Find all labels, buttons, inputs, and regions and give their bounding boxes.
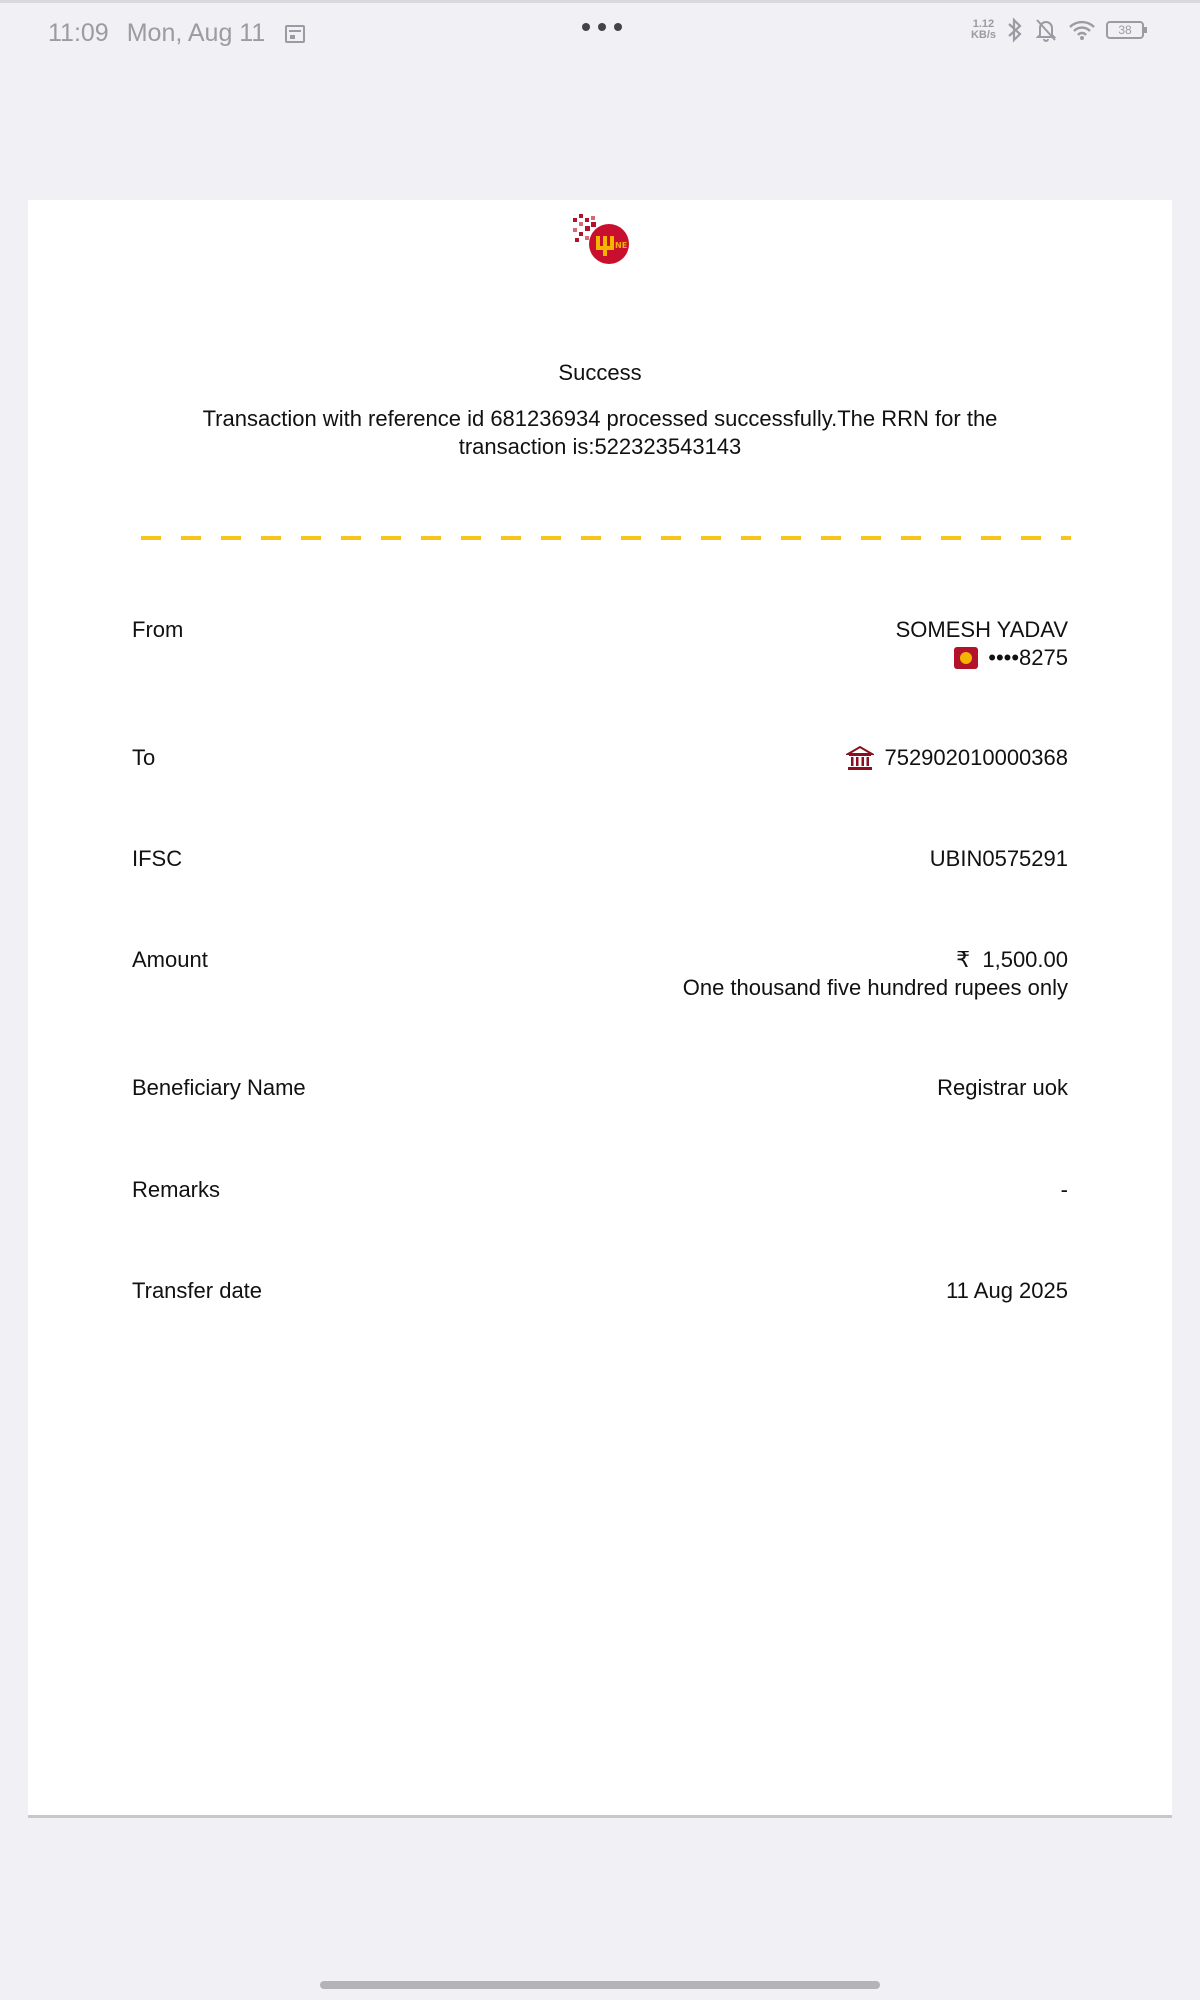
- battery-level: 38: [1118, 23, 1132, 37]
- row-transfer-date: [132, 1277, 1068, 1305]
- calendar-icon: [285, 25, 305, 43]
- from-name: SOMESH YADAV: [895, 617, 1068, 642]
- row-to: [132, 744, 1068, 772]
- row-ifsc: [132, 845, 1068, 873]
- from-account-number: ••••8275: [988, 645, 1068, 670]
- status-left: [48, 19, 305, 48]
- status-time: 11:09: [48, 19, 109, 47]
- row-from: [132, 616, 1068, 672]
- home-indicator[interactable]: [320, 1981, 880, 1989]
- from-value: [896, 616, 1068, 672]
- notifications-off-icon: [1034, 17, 1058, 43]
- status-bar: [0, 0, 1200, 60]
- to-label: To: [132, 745, 156, 770]
- receipt-card: [28, 200, 1172, 1818]
- dashed-divider: [141, 536, 1071, 540]
- bluetooth-icon: [1006, 17, 1024, 43]
- transaction-message: Transaction with reference id 681236934 processed successfully.The RRN for the transaction is:522323543143: [202, 406, 998, 459]
- net-speed-value: 1.12: [972, 18, 995, 30]
- amount-number: ₹ 1,500.00: [956, 947, 1068, 972]
- remarks-label: Remarks: [132, 1177, 221, 1202]
- remarks-value: -: [1060, 1177, 1068, 1202]
- ifsc-value: UBIN0575291: [929, 846, 1068, 871]
- amount-label: Amount: [132, 947, 208, 972]
- to-value: [846, 744, 1068, 772]
- from-label: From: [132, 617, 184, 642]
- from-account: [896, 644, 1068, 672]
- more-options-icon[interactable]: [582, 23, 622, 31]
- pnb-one-logo: [571, 212, 631, 268]
- bank-building-icon: [846, 744, 874, 772]
- wifi-icon: [1068, 18, 1096, 42]
- net-speed: [971, 19, 996, 41]
- status-date: Mon, Aug 11: [126, 19, 266, 47]
- ifsc-label: IFSC: [132, 846, 183, 871]
- bank-logo-icon: [954, 647, 978, 669]
- beneficiary-value: Registrar uok: [937, 1075, 1068, 1100]
- beneficiary-label: Beneficiary Name: [132, 1075, 306, 1100]
- row-remarks: [132, 1176, 1068, 1204]
- amount-in-words: One thousand five hundred rupees only: [682, 975, 1068, 1000]
- transfer-date-label: Transfer date: [132, 1278, 263, 1303]
- amount-value: [683, 946, 1068, 1002]
- row-beneficiary: [132, 1074, 1068, 1102]
- to-account-number: 752902010000368: [884, 745, 1068, 770]
- net-speed-unit: KB/s: [970, 29, 996, 41]
- svg-text:NE: NE: [615, 241, 628, 250]
- status-title: Success: [558, 360, 642, 385]
- row-amount: [132, 946, 1068, 1002]
- battery-icon: [1106, 21, 1144, 39]
- status-right: [971, 17, 1144, 43]
- transfer-date-value: 11 Aug 2025: [946, 1278, 1068, 1303]
